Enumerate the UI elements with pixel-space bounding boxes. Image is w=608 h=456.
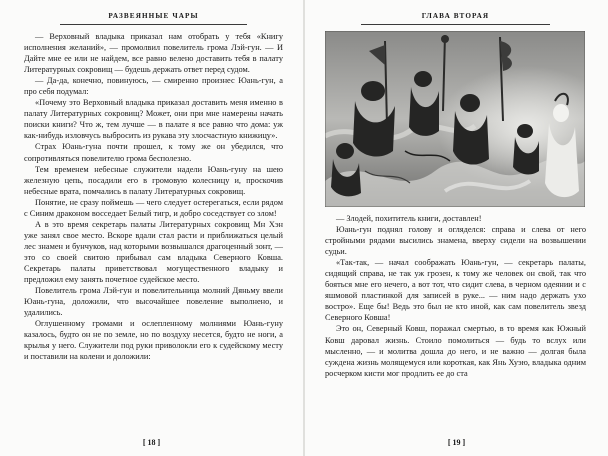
right-paragraph: Это он, Северный Ковш, поражал смертью, в то время как Южный Ковш даровал жизнь. Стоило помолиться — будь то вслух или мысленно, — и молитва дошла до него, и не важно — долгая была суждена жизнь молящемуся или короткая, как Янь Хуэю, владыка одним росчерком кисти мог продлить ее до ста [325,324,586,378]
right-paragraph: «Так-так, — начал соображать Юань-гун, — секретарь палаты, сидящий справа, не так уж грозен, к тому же человек он свой, так что бояться мне его нечего, а вот тот, что сидит слева, в черном одеянии и с яшмовой пластинкой для записей в руке... — ним надо держать ухо востро». Еще бы! Ведь это был не кто иной, как сам повелитель звезд Северного Ковша! [325,258,586,323]
right-paragraph: — Злодей, похититель книги, доставлен! [336,214,482,223]
right-page [305,0,608,456]
left-paragraph: Повелитель грома Лэй-гун и повелительница молний Дяньму ввели Юань-гуна, доложили, что высочайшее повеление выполнено, и удалились. [24,286,283,318]
left-paragraph: А в это время секретарь палаты Литературных сокровищ Мн Хэн уже занял свое место. Вскоре вдали стал расти и приближаться целый лес знамен и бунчуков, над которыми возвышался драгоценный зонт, — это со своей свитою прибывал сам владыка Северного Ковша. Секретарь палаты приветствовал могущественного владыку и предложил ему занять почетное судейское место. [24,219,283,285]
left-running-head: РАЗВЕЯННЫЕ ЧАРЫ [108,12,199,20]
left-page-text [24,31,283,362]
left-paragraph: Страх Юань-гуна почти прошел, к тому же он убедился, что сопротивляться повелителю грома бесполезно. [24,142,283,163]
right-page-text [325,213,586,379]
left-paragraph: Оглушенному громами и ослепленному молниями Юань-гуну казалось, будто он не по земле, но по воздуху несется, будто не ноги, а крылья у него. Служители под руки приволокли его к судейскому месту и поставили на колени и доложили: [24,319,283,362]
painting-celestial-court-icon [325,31,585,207]
left-paragraph: Тем временем небесные служители надели Юань-гуну на шею железную цепь, посадили его в громовую колесницу и, проскочив небесные врата, помчались в палату Литературных сокровищ. [24,164,283,196]
left-page [0,0,303,456]
right-paragraph: Юань-гун поднял голову и огляделся: справа и слева от него стройными рядами высились знамена, вверху сидели на возвышении судьи. [325,225,586,257]
left-paragraph: «Почему это Верховный владыка приказал доставить меня именно в палату Литературных сокровищ? Может, они при мне намерены начать поиски книги? Что ж, тем лучше — в палате я все равно что дома: уж как-нибудь изловчусь выбросить из рукава эту злосчастную книжицу». [24,98,283,141]
left-paragraph: — Да-да, конечно, повинуюсь, — смиренно произнес Юань-гун, а про себя подумал: [24,76,283,97]
left-paragraph: — Верховный владыка приказал нам отобрать у тебя «Книгу исполнения желаний», — промолвил повелитель грома Лэй-гун. — И Дайте мне ее или не найдем, все равно велено доставить тебя в палату Литературных сокровищ — будешь держать ответ перед судом. [24,32,283,75]
left-folio: [ 18 ] [142,438,161,447]
right-running-rule [361,24,550,25]
left-running-rule [60,24,247,25]
right-folio: [ 19 ] [447,438,466,447]
left-paragraph: Понятие, не сразу поймешь — чего следует остерегаться, если рядом с Синим драконом восседает Белый тигр, и добро соседствует со злом! [24,197,283,218]
right-running-head: ГЛАВА ВТОРАЯ [421,12,490,20]
